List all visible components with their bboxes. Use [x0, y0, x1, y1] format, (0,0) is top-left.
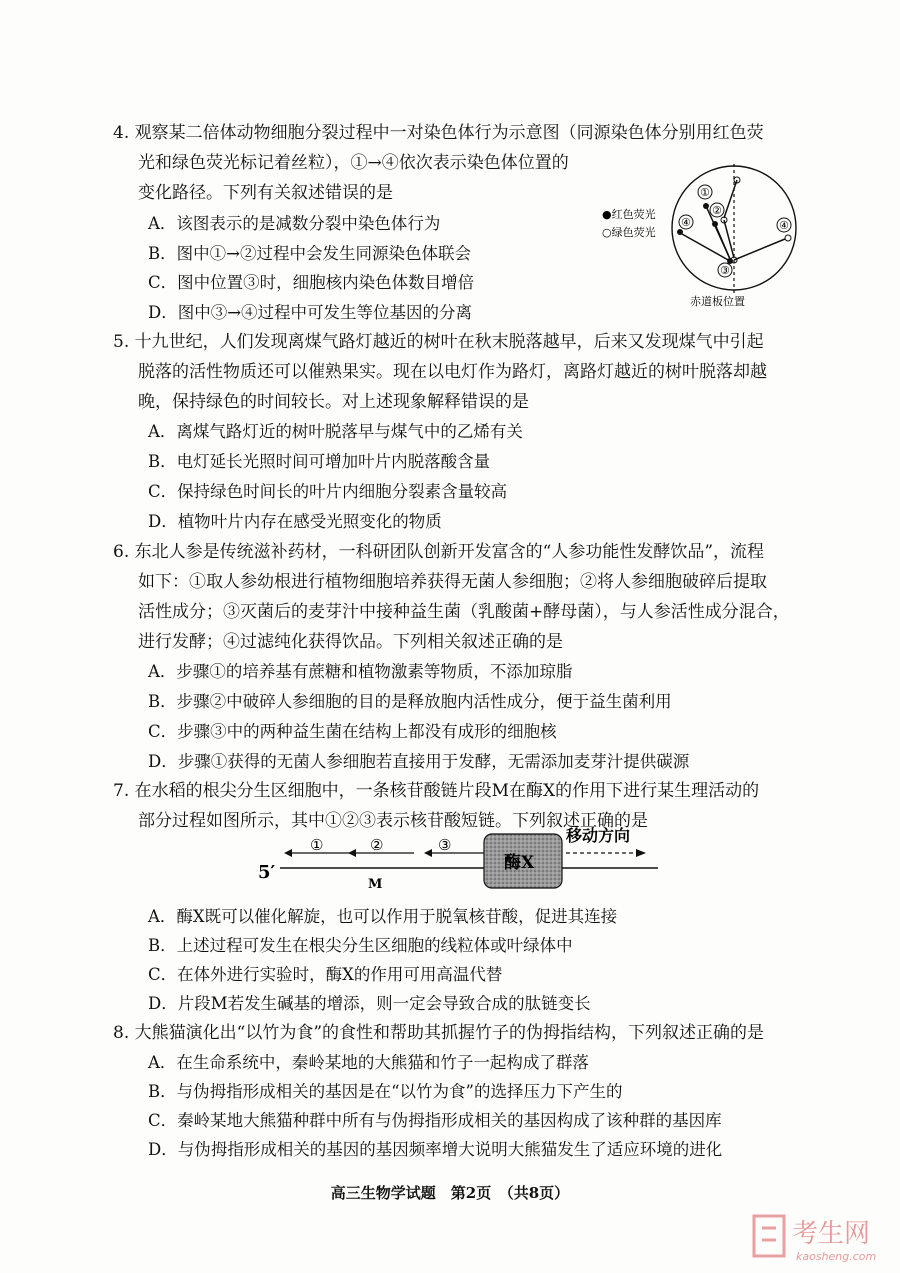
q4-option-a[interactable]: A．该图表示的是减数分裂中染色体行为: [148, 214, 441, 233]
five-prime-label: 5′: [258, 862, 276, 883]
q5-option-a[interactable]: A．离煤气路灯近的树叶脱落早与煤气中的乙烯有关: [148, 422, 523, 441]
q4-legend-green: ○绿色荧光: [602, 226, 656, 239]
svg-text:④: ④: [681, 216, 691, 229]
short-chain-3: [424, 836, 486, 857]
q6-stem-line1: 6. 东北人参是传统滋补药材，一科研团队创新开发富含的“人参功能性发酵饮品”，流程: [113, 542, 765, 562]
position-4-left-marker: [679, 215, 693, 229]
svg-text:③: ③: [438, 836, 452, 854]
q7-option-d[interactable]: D．片段M若发生碱基的增添，则一定会导致合成的肽链变长: [148, 994, 591, 1013]
q4-stem-line1: 4. 观察某二倍体动物细胞分裂过程中一对染色体行为示意图（同源染色体分别用红色荧: [113, 123, 764, 143]
q7-option-b[interactable]: B．上述过程可发生在根尖分生区细胞的线粒体或叶绿体中: [148, 936, 573, 955]
q4-option-d[interactable]: D．图中③→④过程中可发生等位基因的分离: [148, 303, 473, 322]
q4-stem-line3: 变化路径。下列有关叙述错误的是: [138, 183, 393, 203]
q5-option-c[interactable]: C．保持绿色时间长的叶片内细胞分裂素含量较高: [148, 482, 508, 501]
path-arrow: [724, 180, 737, 218]
direction-arrowhead: [636, 849, 646, 857]
q6-stem-line2: 如下：①取人参幼根进行植物细胞培养获得无菌人参细胞；②将人参细胞破碎后提取: [138, 572, 767, 592]
q4-option-c[interactable]: C．图中位置③时，细胞核内染色体数目增倍: [148, 273, 475, 292]
svg-text:③: ③: [720, 264, 730, 277]
watermark-logo: [752, 1210, 892, 1266]
q8-stem-line1: 8. 大熊猫演化出“以竹为食”的食性和帮助其抓握竹子的伪拇指结构，下列叙述正确的是: [113, 1023, 765, 1043]
q4-caption: 赤道板位置: [690, 295, 745, 308]
path-arrow: [734, 239, 785, 260]
q5-stem-line2: 脱落的活性物质还可以催熟果实。现在以电灯作为路灯，离路灯越近的树叶脱落却越: [138, 362, 767, 382]
svg-text:①: ①: [700, 186, 710, 199]
q5-stem-line3: 晚，保持绿色的时间较长。对上述现象解释错误的是: [138, 392, 529, 412]
svg-text:①: ①: [310, 836, 324, 854]
q6-option-c[interactable]: C．步骤③中的两种益生菌在结构上都没有成形的细胞核: [148, 722, 557, 741]
path-arrow: [724, 220, 734, 258]
page-footer: 高三生物学试题 第2页 （共8页）: [330, 1184, 570, 1202]
position-4-right-marker: [777, 218, 791, 232]
q4-option-b[interactable]: B．图中①→②过程中会发生同源染色体联会: [148, 244, 471, 263]
green-dot: [785, 235, 791, 241]
position-1-marker: [698, 185, 712, 199]
q4-chromosome-figure: [600, 160, 810, 310]
watermark: [752, 1210, 892, 1270]
watermark-cn: 考生网: [792, 1219, 871, 1249]
q5-option-b[interactable]: B．电灯延长光照时间可增加叶片内脱落酸含量: [148, 452, 491, 471]
svg-text:④: ④: [779, 219, 789, 232]
q5-stem-line1: 5. 十九世纪，人们发现离煤气路灯越近的树叶在秋末脱落越早，后来又发现煤气中引起: [113, 332, 764, 352]
q6-stem-line3: 活性成分；③灭菌后的麦芽汁中接种益生菌（乳酸菌+酵母菌），与人参活性成分混合，: [138, 602, 790, 622]
short-chain-2: [348, 836, 414, 857]
svg-text:②: ②: [712, 204, 722, 217]
position-2-marker: [710, 203, 724, 217]
q6-option-a[interactable]: A．步骤①的培养基有蔗糖和植物激素等物质，不添加琼脂: [148, 662, 573, 681]
enzyme-x-label: 酶X: [504, 853, 535, 873]
q6-stem-line4: 进行发酵；④过滤纯化获得饮品。下列相关叙述正确的是: [138, 632, 563, 652]
q7-stem-line1: 7. 在水稻的根尖分生区细胞中，一条核苷酸链片段M在酶X的作用下进行某生理活动的: [113, 781, 760, 801]
position-3-marker: [718, 263, 732, 277]
q7-option-c[interactable]: C．在体外进行实验时，酶X的作用可用高温代替: [148, 965, 503, 984]
q4-legend-red: ●红色荧光: [602, 208, 656, 221]
q5-option-d[interactable]: D．植物叶片内存在感受光照变化的物质: [148, 512, 442, 531]
q8-option-b[interactable]: B．与伪拇指形成相关的基因是在“以竹为食”的选择压力下产生的: [148, 1082, 623, 1101]
watermark-en: kaosheng.com: [796, 1250, 877, 1263]
strand-m-label: M: [368, 877, 383, 892]
short-chain-1: [284, 836, 350, 857]
q7-option-a[interactable]: A．酶X既可以催化解旋，也可以作用于脱氧核苷酸，促进其连接: [148, 907, 618, 926]
q8-option-d[interactable]: D．与伪拇指形成相关的基因的基因频率增大说明大熊猫发生了适应环境的进化: [148, 1140, 723, 1159]
q4-stem-line2: 光和绿色荧光标记着丝粒），①→④依次表示染色体位置的: [138, 153, 569, 173]
q8-option-a[interactable]: A．在生命系统中，秦岭某地的大熊猫和竹子一起构成了群落: [148, 1053, 589, 1072]
q7-enzyme-figure: [250, 822, 670, 892]
svg-text:②: ②: [370, 836, 384, 854]
path-arrow: [682, 234, 730, 261]
watermark-logo-icon: [754, 1216, 784, 1256]
q6-option-b[interactable]: B．步骤②中破碎人参细胞的目的是释放胞内活性成分，便于益生菌利用: [148, 692, 672, 711]
direction-label: 移动方向: [566, 826, 631, 845]
q6-option-d[interactable]: D．步骤①获得的无菌人参细胞若直接用于发酵，无需添加麦芽汁提供碳源: [148, 752, 690, 771]
q8-option-c[interactable]: C．秦岭某地大熊猫种群中所有与伪拇指形成相关的基因构成了该种群的基因库: [148, 1111, 722, 1130]
q7-stem-line2: 部分过程如图所示，其中①②③表示核苷酸短链。下列叙述正确的是: [138, 811, 648, 831]
